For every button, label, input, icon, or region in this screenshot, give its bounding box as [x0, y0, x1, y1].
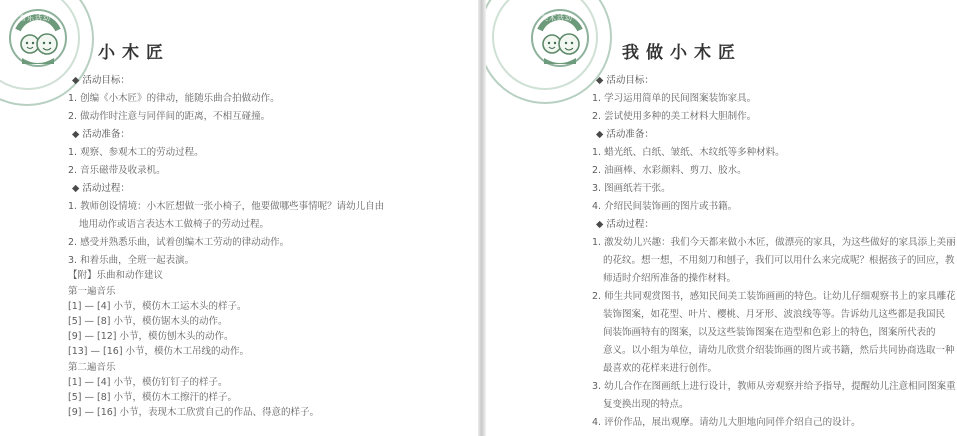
activity-badge-text: 音乐活动 [19, 14, 51, 22]
page-title: 我做小木匠 [622, 43, 742, 63]
body-line: [13] — [16] 小节，模仿木工吊线的动作。 [68, 346, 250, 357]
body-line: 4. 介绍民间装饰画的图片或书籍。 [592, 201, 738, 212]
section-heading: ◆ 活动过程： [596, 219, 654, 230]
section-heading: ◆ 活动过程： [72, 183, 130, 194]
body-line: 4. 评价作品，展出观摩。请幼儿大胆地向同伴介绍自己的设计。 [592, 417, 861, 428]
body-line: 3. 图画纸若干张。 [592, 183, 671, 194]
body-line: 3. 幼儿合作在图画纸上进行设计，教师从旁观察并给予指导，提醒幼儿注意相同图案重 [592, 381, 956, 392]
body-line: 地用动作或语言表达木工做椅子的劳动过程。 [79, 219, 270, 230]
section-heading: ◆ 活动目标： [72, 75, 130, 86]
body-line: [9] — [12] 小节，模仿刨木头的动作。 [68, 331, 234, 342]
activity-badge-text: 美术活动 [541, 14, 573, 22]
section-heading: ◆ 活动准备： [72, 129, 130, 140]
body-line: 第一遍音乐 [68, 286, 116, 297]
body-line: [5] — [8] 小节，模仿木工擦汗的样子。 [68, 392, 237, 403]
body-line: 最喜欢的花样来进行创作。 [603, 363, 718, 374]
body-line: 【附】乐曲和动作建议 [68, 270, 164, 281]
body-line: 复变换出现的特点。 [603, 399, 689, 410]
book-spine [478, 0, 486, 436]
section-heading: ◆ 活动目标： [596, 75, 654, 86]
page-title: 小木匠 [98, 43, 170, 63]
body-line: 间装饰画特有的图案，以及这些装饰图案在造型和色彩上的特色，图案所代表的 [603, 327, 936, 338]
body-line: 1. 创编《小木匠》的律动，能随乐曲合拍做动作。 [68, 93, 280, 104]
body-line: 2. 感受并熟悉乐曲，试着创编木工劳动的律动动作。 [68, 237, 290, 248]
body-line: 师适时介绍所准备的操作材料。 [603, 273, 737, 284]
body-line: [1] — [4] 小节，模仿钉钉子的样子。 [68, 377, 228, 388]
body-line: 2. 尝试使用多种的美工材料大胆制作。 [592, 111, 757, 122]
body-line: 的花纹。想一想，不用刻刀和刨子，我们可以用什么来完成呢？根据孩子的回应，教 [603, 255, 955, 266]
body-line: 2. 师生共同观赏图书，感知民间美工装饰画画的特色。让幼儿仔细观察书上的家具雕花 [592, 291, 956, 302]
body-line: 第二遍音乐 [68, 362, 116, 373]
body-line: 1. 教师创设情境：小木匠想做一张小椅子，他要做哪些事情呢？请幼儿自由 [68, 201, 385, 212]
body-line: [1] — [4] 小节，模仿木工运木头的样子。 [68, 301, 247, 312]
body-line: 1. 激发幼儿兴趣：我们今天都来做小木匠，做漂亮的家具，为这些做好的家具添上美丽 [592, 237, 956, 248]
body-line: 3. 和着乐曲，全班一起表演。 [68, 255, 195, 266]
right-page [486, 0, 957, 436]
body-line: 2. 油画棒、水彩颜料、剪刀、胶水。 [592, 165, 747, 176]
body-line: 意义。以小组为单位，请幼儿欣赏介绍装饰画的图片或书籍，然后共同协商选取一种 [603, 345, 955, 356]
body-line: 2. 音乐磁带及收录机。 [68, 165, 166, 176]
body-line: 1. 观察、参观木工的劳动过程。 [68, 147, 204, 158]
body-line: 1. 学习运用简单的民间图案装饰家具。 [592, 93, 757, 104]
body-line: 2. 做动作时注意与同伴间的距离，不相互碰撞。 [68, 111, 271, 122]
body-line: [9] — [16] 小节，表现木工欣赏自己的作品、得意的样子。 [68, 407, 320, 418]
body-line: [5] — [8] 小节，模仿锯木头的动作。 [68, 316, 228, 327]
body-line: 1. 蜡光纸、白纸、皱纸、木纹纸等多种材料。 [592, 147, 785, 158]
body-line: 装饰图案，如花型、叶片、樱桃、月牙形、波浪线等等。告诉幼儿这些都是我国民 [603, 309, 946, 320]
section-heading: ◆ 活动准备： [596, 129, 654, 140]
